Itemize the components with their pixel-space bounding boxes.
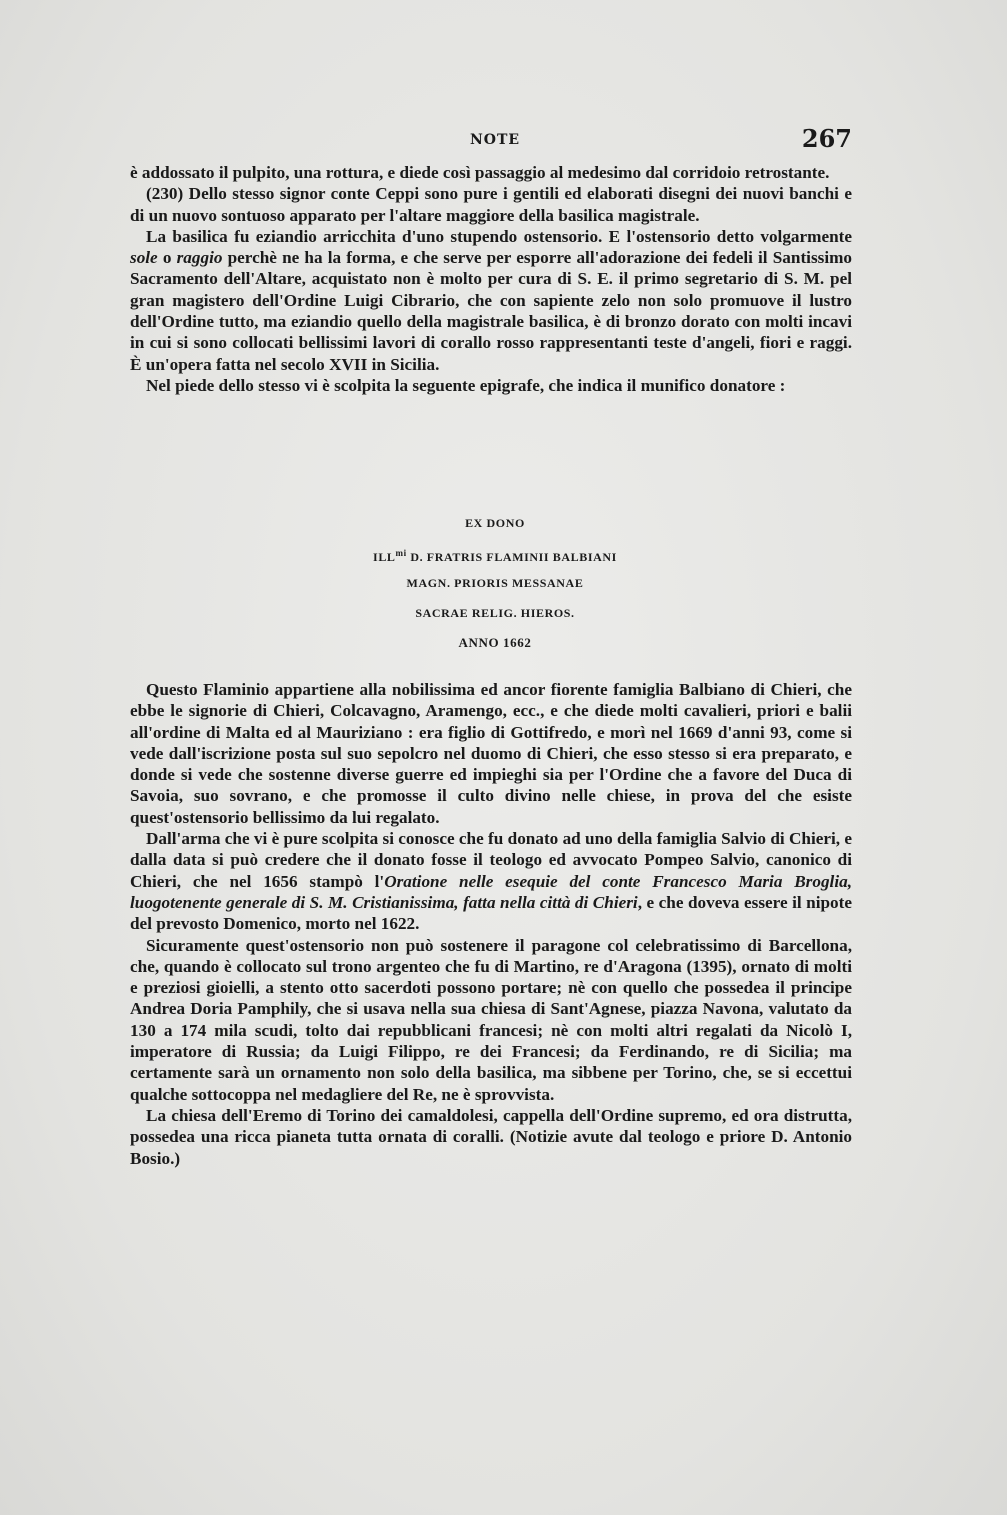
epigraph-line: MAGN. PRIORIS MESSANAE bbox=[406, 576, 584, 590]
epigraph-inscription bbox=[300, 508, 690, 658]
epigraph-line bbox=[300, 538, 690, 568]
epigraph-line: SACRAE RELIG. HIEROS. bbox=[415, 606, 575, 620]
paragraph-flaminio: Questo Flaminio appartiene alla nobilissima ed ancor fiorente famiglia Balbiano di Chieri, che ebbe le signorie di Chieri, Colcavagno, Aramengo, ecc., e che diede molti cavalieri, priori e balii all'ordine di Malta ed al Mauriziano : era figlio di Gottifredo, e morì nel 1669 d'anni 93, come si vede dall'iscrizione posta sul suo sepolcro nel duomo di Chieri, che esso stesso si era preparato, e donde si vede che sostenne diverse guerre ed impieghi sia per l'Ordine che a favore del Duca di Savoia, suo sovrano, e che promosse il culto divino nelle chiese, in prova del che esiste quest'ostensorio bellissimo da lui regalato. bbox=[130, 680, 852, 827]
paragraph-text: Dall'arma che vi è pure scolpita si conosce che fu donato ad uno della famiglia Salvio di Chieri, e dalla data si può credere che il donato fosse il teologo ed avvocato Pompeo Salvio, canonico di Chieri, che nel 1656 stampò l' bbox=[130, 829, 852, 891]
italic-term-sole: sole bbox=[130, 248, 158, 268]
page-header bbox=[130, 124, 852, 152]
epigraph-line: EX DONO bbox=[465, 516, 525, 530]
paragraph-epigraph-intro: Nel piede dello stesso vi è scolpita la seguente epigrafe, che indica il munifico donatore : bbox=[146, 375, 786, 395]
paragraph-continuation: è addossato il pulpito, una rottura, e diede così passaggio al medesimo dal corridoio retrostante. bbox=[130, 163, 830, 182]
epigraph-text: D. FRATRIS FLAMINII BALBIANI bbox=[410, 550, 617, 564]
paragraph-text: o bbox=[162, 248, 172, 268]
paragraph-ostensorio bbox=[130, 226, 852, 375]
paragraph-barcellona: Sicuramente quest'ostensorio non può sostenere il paragone col celebratissimo di Barcellona, che, quando è collocato sul trono argenteo che fu di Martino, re d'Aragona (1395), ornato di molti e preziosi gioielli, a stento otto sacerdoti possono portare; nè con quello che possedea il principe Andrea Doria Pamphily, che si usava nella sua chiesa di Sant'Agnese, piazza Navona, valutato da 130 a 174 mila scudi, tolto dai repubblicani francesi; nè con molti altri regalati da Nicolò I, imperatore di Russia; da Luigi Filippo, re dei Francesi; da Ferdinando, re di Sicilia; ma certamente sarà un ornamento non solo della basilica, ma sibbene per Torino, che, se si eccettui qualche sottocoppa nel medagliere del Re, ne è sprovvista. bbox=[130, 935, 852, 1104]
epigraph-line: ANNO 1662 bbox=[458, 635, 532, 650]
epigraph-superscript: mi bbox=[395, 548, 407, 558]
epigraph-text: ILL bbox=[373, 550, 396, 564]
paragraph-text: perchè ne ha la forma, e che serve per esporre all'adorazione dei fedeli il Santissimo Sacramento dell'Altare, acquistato non è molto per cura di S. E. il primo segretario di S. M. pel gran magistero dell'Ordine Luigi Cibrario, che con sapiente zelo non solo promuove il lustro dell'Ordine tutto, ma eziandio quello della magistrale basilica, è di bronzo dorato con molti incavi in cui si sono collocati bellissimi lavori di corallo rosso rappresentanti teste d'angeli, fiori e raggi. È un'opera fatta nel secolo XVII in Sicilia. bbox=[130, 248, 853, 374]
paragraph-text: La basilica fu eziandio arricchita d'uno stupendo ostensorio. E l'ostensorio detto volgarmente bbox=[146, 226, 852, 246]
running-title: NOTE bbox=[470, 132, 521, 148]
paragraph-text: , e che doveva essere il nipote del prevosto Domenico, morto nel 1622. bbox=[130, 892, 852, 934]
body-text-top bbox=[130, 162, 852, 396]
italic-title-oratione: Oratione nelle esequie del conte Francesco Maria Broglia, luogotenente generale di S. M. Cristianissima, fatta nella città di Chieri bbox=[130, 871, 852, 912]
italic-term-raggio: raggio bbox=[176, 248, 223, 268]
page-number: 267 bbox=[801, 124, 852, 153]
paragraph-eremo: La chiesa dell'Eremo di Torino dei camaldolesi, cappella dell'Ordine supremo, ed ora distrutta, possedea una ricca pianeta tutta ornata di coralli. (Notizie avute dal teologo e priore D. Antonio Bosio.) bbox=[130, 1105, 852, 1168]
paragraph-note-230: (230) Dello stesso signor conte Ceppi sono pure i gentili ed elaborati disegni dei nuovi banchi e di un nuovo sontuoso apparato per l'altare maggiore della basilica magistrale. bbox=[130, 184, 852, 225]
body-text-bottom bbox=[130, 679, 852, 1169]
paragraph-arma bbox=[130, 828, 852, 934]
